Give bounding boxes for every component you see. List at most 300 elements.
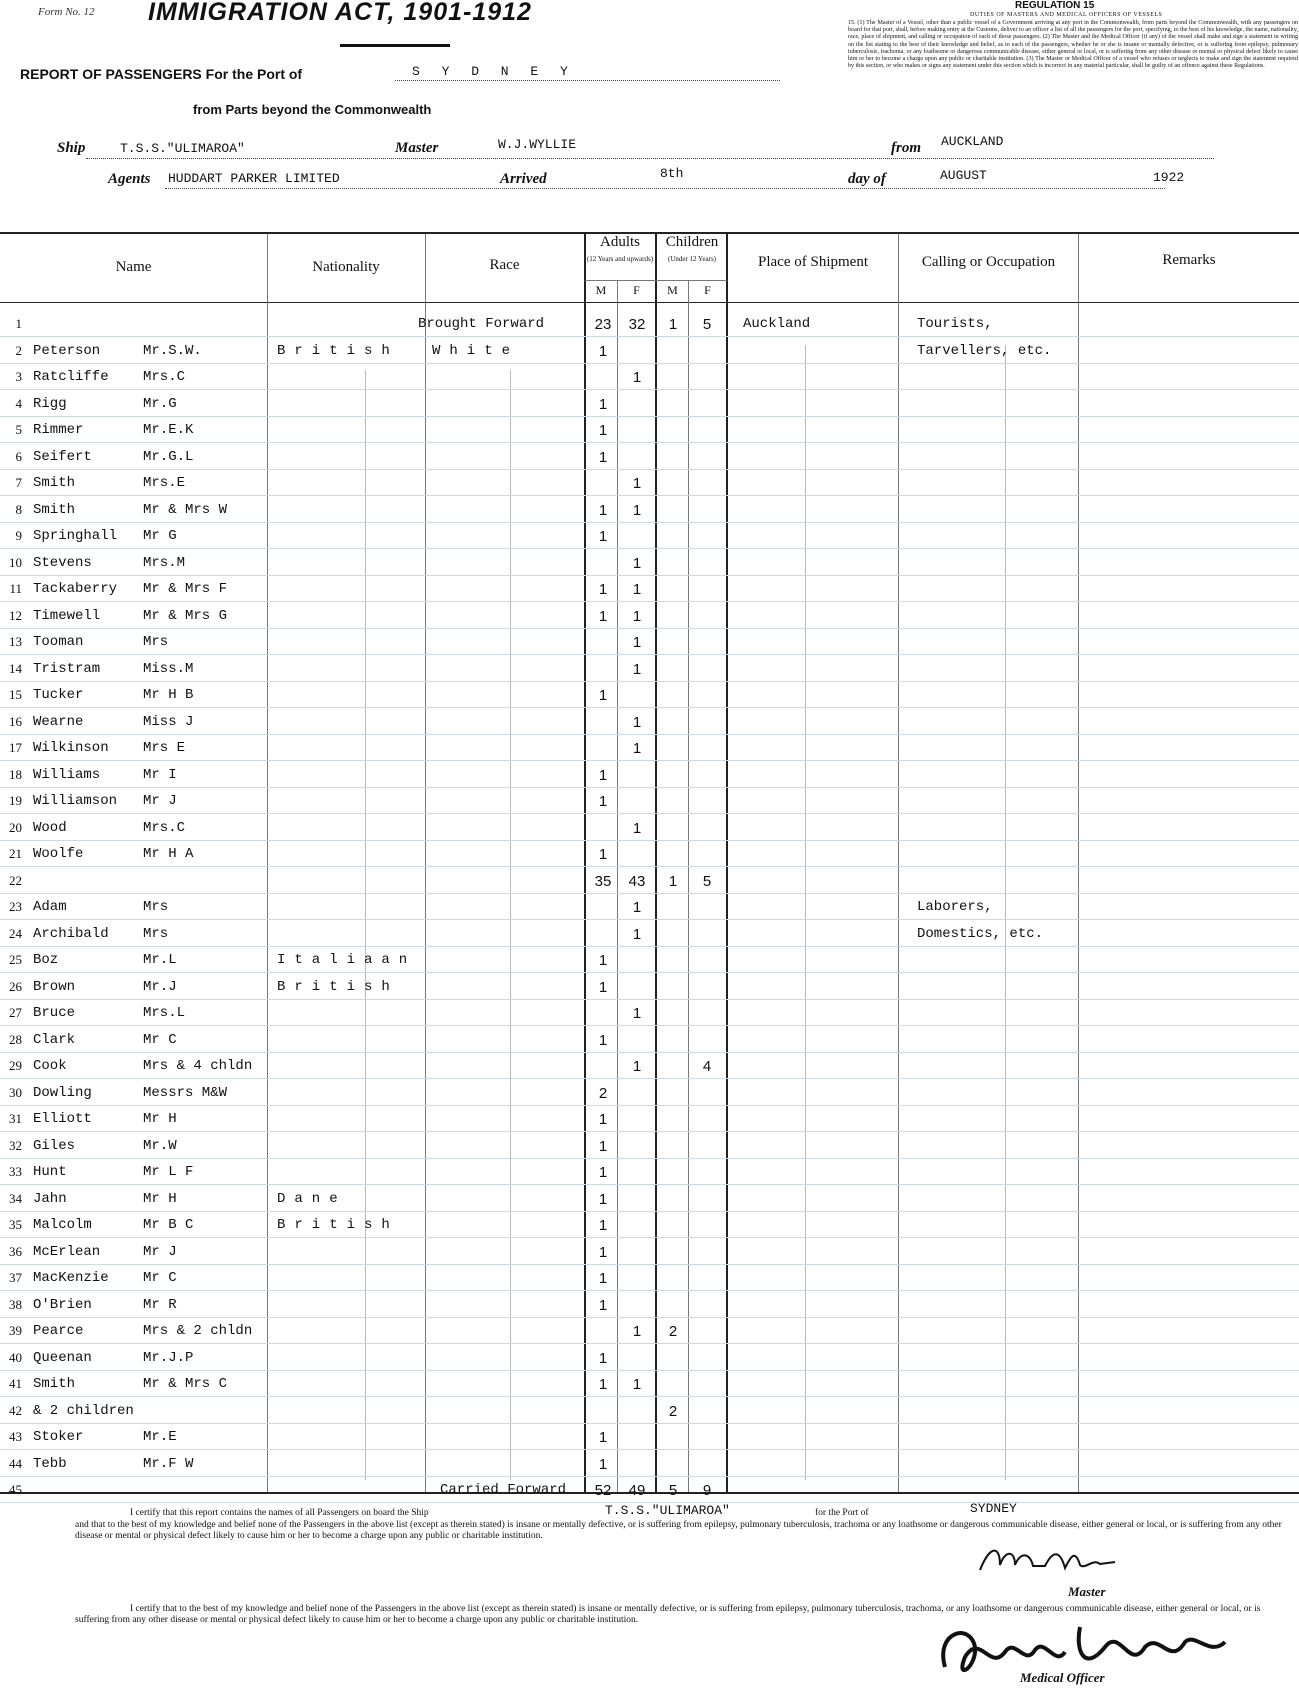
row-rule bbox=[0, 522, 1299, 523]
row-2-nat: British bbox=[277, 343, 399, 359]
row-18-am: 1 bbox=[598, 767, 608, 784]
row-35-n: 35 bbox=[9, 1217, 22, 1232]
row-38-n: 38 bbox=[9, 1297, 22, 1312]
row-rule bbox=[0, 495, 1299, 496]
row-42-surname: & 2 children bbox=[33, 1403, 134, 1419]
row-41-af: 1 bbox=[632, 1376, 642, 1393]
row-5-am: 1 bbox=[598, 422, 608, 439]
row-24-af: 1 bbox=[632, 926, 642, 943]
row-8-given: Mr & Mrs W bbox=[143, 502, 228, 518]
row-19-given: Mr J bbox=[143, 793, 177, 809]
row-4-surname: Rigg bbox=[33, 396, 67, 412]
row-4-n: 4 bbox=[15, 396, 22, 411]
row-40-am: 1 bbox=[598, 1350, 608, 1367]
ship-dotline bbox=[86, 158, 1214, 159]
row-42-cm: 2 bbox=[668, 1403, 678, 1420]
row-41-am: 1 bbox=[598, 1376, 608, 1393]
row-15-given: Mr H B bbox=[143, 687, 194, 703]
row-17-surname: Wilkinson bbox=[33, 740, 109, 756]
row-rule bbox=[0, 1264, 1299, 1265]
row-5-surname: Rimmer bbox=[33, 422, 84, 438]
row-2-calling: Tarvellers, etc. bbox=[917, 343, 1052, 359]
month-value: AUGUST bbox=[940, 168, 987, 183]
row-rule bbox=[0, 1237, 1299, 1238]
row-16-surname: Wearne bbox=[33, 714, 84, 730]
regulation-subtitle: DUTIES OF MASTERS AND MEDICAL OFFICERS OF VESSELS bbox=[970, 12, 1163, 18]
row-34-am: 1 bbox=[598, 1191, 608, 1208]
row-14-n: 14 bbox=[9, 661, 22, 676]
row-45-cm: 5 bbox=[668, 1482, 678, 1499]
row-9-surname: Springhall bbox=[33, 528, 118, 544]
col-header-adults: Adults bbox=[599, 234, 640, 250]
master-cert-lead: I certify that this report contains the names of all Passengers on board the Ship bbox=[130, 1508, 429, 1518]
row-11-n: 11 bbox=[9, 581, 22, 596]
row-rule bbox=[0, 575, 1299, 576]
row-18-given: Mr I bbox=[143, 767, 177, 783]
arrived-label: Arrived bbox=[500, 171, 547, 187]
row-26-am: 1 bbox=[598, 979, 608, 996]
row-16-given: Miss J bbox=[143, 714, 194, 730]
row-41-n: 41 bbox=[9, 1376, 22, 1391]
row-37-surname: MacKenzie bbox=[33, 1270, 109, 1286]
row-8-n: 8 bbox=[15, 502, 22, 517]
act-title: IMMIGRATION ACT, 1901-1912 bbox=[148, 0, 532, 26]
row-32-surname: Giles bbox=[33, 1138, 76, 1154]
row-27-n: 27 bbox=[9, 1005, 22, 1020]
master-signature bbox=[975, 1540, 1125, 1585]
row-6-surname: Seifert bbox=[33, 449, 92, 465]
row-30-n: 30 bbox=[9, 1085, 22, 1100]
title-underline bbox=[340, 44, 450, 47]
row-10-surname: Stevens bbox=[33, 555, 92, 571]
row-21-n: 21 bbox=[9, 846, 22, 861]
row-28-given: Mr C bbox=[143, 1032, 177, 1048]
row-37-n: 37 bbox=[9, 1270, 22, 1285]
row-8-af: 1 bbox=[632, 502, 642, 519]
ship-value: T.S.S."ULIMAROA" bbox=[120, 141, 245, 156]
row-19-surname: Williamson bbox=[33, 793, 118, 809]
row-13-af: 1 bbox=[632, 634, 642, 651]
row-21-surname: Woolfe bbox=[33, 846, 84, 862]
row-13-given: Mrs bbox=[143, 634, 169, 650]
row-rule bbox=[0, 1052, 1299, 1053]
row-9-am: 1 bbox=[598, 528, 608, 545]
row-23-n: 23 bbox=[9, 899, 22, 914]
row-12-surname: Timewell bbox=[33, 608, 101, 624]
row-23-given: Mrs bbox=[143, 899, 169, 915]
row-29-n: 29 bbox=[9, 1058, 22, 1073]
row-rule bbox=[0, 442, 1299, 443]
master-cert-ship: T.S.S."ULIMAROA" bbox=[605, 1503, 730, 1518]
row-rule bbox=[0, 469, 1299, 470]
day-of-label: day of bbox=[848, 171, 886, 187]
row-24-n: 24 bbox=[9, 926, 22, 941]
row-1-cm: 1 bbox=[668, 316, 678, 333]
row-18-surname: Williams bbox=[33, 767, 101, 783]
row-29-af: 1 bbox=[632, 1058, 642, 1075]
row-1-n: 1 bbox=[15, 316, 22, 331]
row-26-nat: British bbox=[277, 979, 399, 995]
row-rule bbox=[0, 628, 1299, 629]
row-32-n: 32 bbox=[9, 1138, 22, 1153]
row-7-af: 1 bbox=[632, 475, 642, 492]
row-4-am: 1 bbox=[598, 396, 608, 413]
row-11-am: 1 bbox=[598, 581, 608, 598]
row-rule bbox=[0, 389, 1299, 390]
row-2-race: White bbox=[432, 343, 520, 359]
col-header-race: Race bbox=[489, 257, 520, 273]
row-44-surname: Tebb bbox=[33, 1456, 67, 1472]
row-19-n: 19 bbox=[9, 793, 22, 808]
row-45-note: Carried Forward bbox=[440, 1482, 567, 1498]
row-23-calling: Laborers, bbox=[917, 899, 993, 915]
row-26-n: 26 bbox=[9, 979, 22, 994]
row-rule bbox=[0, 1290, 1299, 1291]
row-38-given: Mr R bbox=[143, 1297, 177, 1313]
row-1-place: Auckland bbox=[743, 316, 811, 332]
row-rule bbox=[0, 1211, 1299, 1212]
row-22-n: 22 bbox=[9, 873, 22, 888]
row-rule bbox=[0, 1025, 1299, 1026]
row-8-am: 1 bbox=[598, 502, 608, 519]
row-1-cf: 5 bbox=[702, 316, 712, 333]
row-26-surname: Brown bbox=[33, 979, 76, 995]
master-label: Master bbox=[1068, 1584, 1106, 1599]
row-17-n: 17 bbox=[9, 740, 22, 755]
col-sep-race bbox=[584, 234, 586, 1492]
master-cert-port: SYDNEY bbox=[970, 1501, 1017, 1516]
row-11-given: Mr & Mrs F bbox=[143, 581, 228, 597]
medical-officer-label: Medical Officer bbox=[1020, 1670, 1105, 1685]
adults-f-header: F bbox=[633, 283, 640, 297]
row-4-given: Mr.G bbox=[143, 396, 177, 412]
row-rule bbox=[0, 1476, 1299, 1477]
row-3-surname: Ratcliffe bbox=[33, 369, 109, 385]
row-31-surname: Elliott bbox=[33, 1111, 92, 1127]
master-label: Master bbox=[395, 140, 439, 156]
row-9-n: 9 bbox=[15, 528, 22, 543]
row-22-am: 35 bbox=[594, 873, 612, 890]
row-30-am: 2 bbox=[598, 1085, 608, 1102]
ship-label: Ship bbox=[57, 140, 86, 156]
row-37-given: Mr C bbox=[143, 1270, 177, 1286]
row-20-n: 20 bbox=[9, 820, 22, 835]
row-29-cf: 4 bbox=[702, 1058, 712, 1075]
master-value: W.J.WYLLIE bbox=[498, 137, 577, 152]
row-33-surname: Hunt bbox=[33, 1164, 67, 1180]
row-2-surname: Peterson bbox=[33, 343, 101, 359]
row-26-given: Mr.J bbox=[143, 979, 177, 995]
row-41-given: Mr & Mrs C bbox=[143, 1376, 228, 1392]
row-22-cf: 5 bbox=[702, 873, 712, 890]
row-12-af: 1 bbox=[632, 608, 642, 625]
row-22-af: 43 bbox=[628, 873, 646, 890]
row-3-given: Mrs.C bbox=[143, 369, 186, 385]
row-1-am: 23 bbox=[594, 316, 612, 333]
row-rule bbox=[0, 1184, 1299, 1185]
master-cert-body: and that to the best of my knowledge and belief none of the Passengers in the above list (except as therein stated) is insane or mentally defective, or is suffering from epilepsy, pulmonary tuberculosis, trachoma or any loathsome or dangerous communicable disease, either general or local, or is suffering from any other disease or mental or physical defect likely to cause him or her to become a charge upon any public or charitable institution. bbox=[75, 1520, 1282, 1541]
row-39-af: 1 bbox=[632, 1323, 642, 1340]
row-6-given: Mr.G.L bbox=[143, 449, 194, 465]
row-45-am: 52 bbox=[594, 1482, 612, 1499]
row-rule bbox=[0, 760, 1299, 761]
arrived-day: 8th bbox=[660, 166, 684, 181]
row-27-af: 1 bbox=[632, 1005, 642, 1022]
row-18-n: 18 bbox=[9, 767, 22, 782]
row-43-n: 43 bbox=[9, 1429, 22, 1444]
row-28-am: 1 bbox=[598, 1032, 608, 1049]
row-11-surname: Tackaberry bbox=[33, 581, 118, 597]
row-rule bbox=[0, 1158, 1299, 1159]
row-rule bbox=[0, 336, 1299, 337]
row-43-given: Mr.E bbox=[143, 1429, 177, 1445]
col-header-place: Place of Shipment bbox=[758, 254, 868, 270]
row-25-n: 25 bbox=[9, 952, 22, 967]
row-rule bbox=[0, 548, 1299, 549]
row-36-given: Mr J bbox=[143, 1244, 177, 1260]
row-rule bbox=[0, 999, 1299, 1000]
col-header-calling: Calling or Occupation bbox=[921, 254, 1056, 270]
col-header-remarks: Remarks bbox=[1162, 252, 1216, 268]
row-35-nat: British bbox=[277, 1217, 399, 1233]
row-rule bbox=[0, 946, 1299, 947]
row-16-af: 1 bbox=[632, 714, 642, 731]
row-36-am: 1 bbox=[598, 1244, 608, 1261]
row-rule bbox=[0, 1396, 1299, 1397]
row-12-given: Mr & Mrs G bbox=[143, 608, 228, 624]
row-39-surname: Pearce bbox=[33, 1323, 84, 1339]
row-24-given: Mrs bbox=[143, 926, 169, 942]
row-rule bbox=[0, 707, 1299, 708]
row-28-surname: Clark bbox=[33, 1032, 76, 1048]
row-23-surname: Adam bbox=[33, 899, 67, 915]
row-rule bbox=[0, 1105, 1299, 1106]
row-44-given: Mr.F W bbox=[143, 1456, 194, 1472]
row-34-surname: Jahn bbox=[33, 1191, 67, 1207]
row-9-given: Mr G bbox=[143, 528, 177, 544]
row-23-af: 1 bbox=[632, 899, 642, 916]
row-20-given: Mrs.C bbox=[143, 820, 186, 836]
row-10-given: Mrs.M bbox=[143, 555, 186, 571]
calling-guide bbox=[1005, 345, 1006, 1480]
row-14-surname: Tristram bbox=[33, 661, 101, 677]
row-rule bbox=[0, 1078, 1299, 1079]
row-32-given: Mr.W bbox=[143, 1138, 177, 1154]
col-subheader-adults: (12 Years and upwards) bbox=[586, 255, 654, 263]
row-rule bbox=[0, 1343, 1299, 1344]
row-27-surname: Bruce bbox=[33, 1005, 76, 1021]
row-20-surname: Wood bbox=[33, 820, 67, 836]
row-45-n: 45 bbox=[9, 1482, 22, 1497]
row-45-af: 49 bbox=[628, 1482, 646, 1499]
row-14-given: Miss.M bbox=[143, 661, 194, 677]
row-31-am: 1 bbox=[598, 1111, 608, 1128]
col-header-name: Name bbox=[115, 259, 152, 275]
report-title: REPORT OF PASSENGERS For the Port of bbox=[20, 66, 303, 82]
medical-cert: I certify that to the best of my knowledge and belief none of the Passengers in the above list (except as therein stated) is insane or mentally defective, or is suffering from epilepsy, pulmonary tuberculosis, trachoma, or any loathsome or dangerous communicable disease, either general or local, or is suffering from any other disease or mental or physical defect likely to cause him or her to become a charge upon any public or charitable institution. bbox=[75, 1604, 1261, 1625]
from-value: AUCKLAND bbox=[941, 134, 1004, 149]
row-21-am: 1 bbox=[598, 846, 608, 863]
row-17-af: 1 bbox=[632, 740, 642, 757]
port-dotline bbox=[395, 80, 780, 81]
row-25-am: 1 bbox=[598, 952, 608, 969]
col-header-children: Children bbox=[665, 234, 719, 250]
row-rule bbox=[0, 866, 1299, 867]
row-2-am: 1 bbox=[598, 343, 608, 360]
col-sep-calling bbox=[1078, 234, 1079, 1492]
place-guide bbox=[805, 345, 806, 1480]
row-rule bbox=[0, 681, 1299, 682]
row-7-given: Mrs.E bbox=[143, 475, 186, 491]
row-39-n: 39 bbox=[9, 1323, 22, 1338]
row-42-n: 42 bbox=[9, 1403, 22, 1418]
regulation-text: 15. (1) The Master of a Vessel, other than a public vessel of a Government arriving at any port in the Commonwealth, from parts beyond the Commonwealth, with any passengers on board for that port, shall, before making entry at the Customs, deliver to an officer a list of all the passengers for the port, specifying, to the best of his knowledge, the name, nationality, race, place of shipment, and calling or occupation of each of those passengers. (2) The Master and the Medical Officer (if any) of the vessel shall make and sign a statement in writing on the list stating to the best of their knowledge and belief, as to each of the passengers, whether he or she is insane or mentally defective, or is suffering from epilepsy, pulmonary tuberculosis, trachoma, or any loathsome or dangerous communicable disease, either general or local, or is suffering from any other disease or mental or physical defect likely to cause him or her to become a charge upon any public or charitable institution. (3) The Master or Medical Officer of a vessel who refuses or neglects to make and sign the statement required by this section, or who makes or signs any statement under this section which is incorrect in any material particular, shall be guilty of an offence against these Regulations. bbox=[848, 20, 1298, 70]
row-35-surname: Malcolm bbox=[33, 1217, 92, 1233]
row-37-am: 1 bbox=[598, 1270, 608, 1287]
nat-guide bbox=[365, 370, 366, 1480]
row-rule bbox=[0, 654, 1299, 655]
row-43-am: 1 bbox=[598, 1429, 608, 1446]
row-44-n: 44 bbox=[9, 1456, 22, 1471]
row-29-surname: Cook bbox=[33, 1058, 67, 1074]
col-sep-adults bbox=[655, 234, 657, 1492]
row-19-am: 1 bbox=[598, 793, 608, 810]
row-34-nat: Dane bbox=[277, 1191, 347, 1207]
row-15-am: 1 bbox=[598, 687, 608, 704]
children-m-header: M bbox=[667, 283, 678, 297]
row-12-n: 12 bbox=[9, 608, 22, 623]
row-32-am: 1 bbox=[598, 1138, 608, 1155]
col-sep-children-mf bbox=[688, 280, 689, 1492]
row-30-given: Messrs M&W bbox=[143, 1085, 228, 1101]
row-14-af: 1 bbox=[632, 661, 642, 678]
row-41-surname: Smith bbox=[33, 1376, 76, 1392]
row-rule bbox=[0, 363, 1299, 364]
age-subhead-rule bbox=[585, 280, 727, 281]
port-value: S Y D N E Y bbox=[412, 64, 575, 79]
row-rule bbox=[0, 893, 1299, 894]
row-33-am: 1 bbox=[598, 1164, 608, 1181]
row-34-n: 34 bbox=[9, 1191, 22, 1206]
row-22-cm: 1 bbox=[668, 873, 678, 890]
row-7-surname: Smith bbox=[33, 475, 76, 491]
year-value: 1922 bbox=[1153, 170, 1185, 185]
agents-label: Agents bbox=[108, 171, 151, 187]
row-8-surname: Smith bbox=[33, 502, 76, 518]
row-rule bbox=[0, 1449, 1299, 1450]
col-sep-nationality bbox=[425, 234, 426, 1492]
col-sep-name bbox=[267, 234, 268, 1492]
regulation-title: REGULATION 15 bbox=[1015, 0, 1095, 11]
row-36-n: 36 bbox=[9, 1244, 22, 1259]
row-13-surname: Tooman bbox=[33, 634, 84, 650]
row-2-n: 2 bbox=[15, 343, 22, 358]
form-number: Form No. 12 bbox=[38, 6, 95, 18]
row-rule bbox=[0, 416, 1299, 417]
agents-value: HUDDART PARKER LIMITED bbox=[168, 171, 340, 186]
row-40-n: 40 bbox=[9, 1350, 22, 1365]
row-21-given: Mr H A bbox=[143, 846, 194, 862]
row-rule bbox=[0, 919, 1299, 920]
row-3-af: 1 bbox=[632, 369, 642, 386]
row-5-n: 5 bbox=[15, 422, 22, 437]
parts-subtitle: from Parts beyond the Commonwealth bbox=[193, 102, 432, 117]
row-rule bbox=[0, 1423, 1299, 1424]
row-rule bbox=[0, 601, 1299, 602]
row-15-n: 15 bbox=[9, 687, 22, 702]
row-35-given: Mr B C bbox=[143, 1217, 194, 1233]
row-1-calling: Tourists, bbox=[917, 316, 993, 332]
row-39-given: Mrs & 2 chldn bbox=[143, 1323, 253, 1339]
row-rule bbox=[0, 840, 1299, 841]
row-16-n: 16 bbox=[9, 714, 22, 729]
row-25-surname: Boz bbox=[33, 952, 59, 968]
col-sep-place bbox=[898, 234, 899, 1492]
row-12-am: 1 bbox=[598, 608, 608, 625]
row-24-surname: Archibald bbox=[33, 926, 109, 942]
race-guide bbox=[510, 370, 511, 1480]
master-cert-port-label: for the Port of bbox=[815, 1508, 869, 1518]
row-rule bbox=[0, 1131, 1299, 1132]
row-6-am: 1 bbox=[598, 449, 608, 466]
row-31-given: Mr H bbox=[143, 1111, 177, 1127]
row-31-n: 31 bbox=[9, 1111, 22, 1126]
row-33-n: 33 bbox=[9, 1164, 22, 1179]
col-sep-children bbox=[726, 234, 728, 1492]
row-rule bbox=[0, 1317, 1299, 1318]
row-7-n: 7 bbox=[15, 475, 22, 490]
row-13-n: 13 bbox=[9, 634, 22, 649]
row-15-surname: Tucker bbox=[33, 687, 84, 703]
agents-dotline bbox=[165, 188, 1165, 189]
row-38-surname: O'Brien bbox=[33, 1297, 92, 1313]
row-rule bbox=[0, 813, 1299, 814]
row-38-am: 1 bbox=[598, 1297, 608, 1314]
row-11-af: 1 bbox=[632, 581, 642, 598]
row-rule bbox=[0, 1370, 1299, 1371]
row-10-af: 1 bbox=[632, 555, 642, 572]
row-33-given: Mr L F bbox=[143, 1164, 194, 1180]
row-25-nat: Italiaan bbox=[277, 952, 417, 968]
row-27-given: Mrs.L bbox=[143, 1005, 186, 1021]
row-rule bbox=[0, 972, 1299, 973]
row-40-surname: Queenan bbox=[33, 1350, 92, 1366]
table-header-rule bbox=[0, 302, 1299, 303]
row-25-given: Mr.L bbox=[143, 952, 177, 968]
row-10-n: 10 bbox=[9, 555, 22, 570]
row-43-surname: Stoker bbox=[33, 1429, 84, 1445]
row-36-surname: McErlean bbox=[33, 1244, 101, 1260]
row-29-given: Mrs & 4 chldn bbox=[143, 1058, 253, 1074]
row-6-n: 6 bbox=[15, 449, 22, 464]
row-24-calling: Domestics, etc. bbox=[917, 926, 1044, 942]
adults-m-header: M bbox=[595, 283, 607, 297]
row-28-n: 28 bbox=[9, 1032, 22, 1047]
row-5-given: Mr.E.K bbox=[143, 422, 194, 438]
col-subheader-children: (Under 12 Years) bbox=[667, 255, 717, 263]
row-20-af: 1 bbox=[632, 820, 642, 837]
from-label: from bbox=[891, 140, 921, 156]
row-rule bbox=[0, 787, 1299, 788]
row-2-given: Mr.S.W. bbox=[143, 343, 202, 359]
row-34-given: Mr H bbox=[143, 1191, 177, 1207]
row-30-surname: Dowling bbox=[33, 1085, 92, 1101]
row-17-given: Mrs E bbox=[143, 740, 186, 756]
row-1-af: 32 bbox=[628, 316, 646, 333]
row-40-given: Mr.J.P bbox=[143, 1350, 194, 1366]
col-header-nationality: Nationality bbox=[312, 259, 380, 275]
row-39-cm: 2 bbox=[668, 1323, 678, 1340]
